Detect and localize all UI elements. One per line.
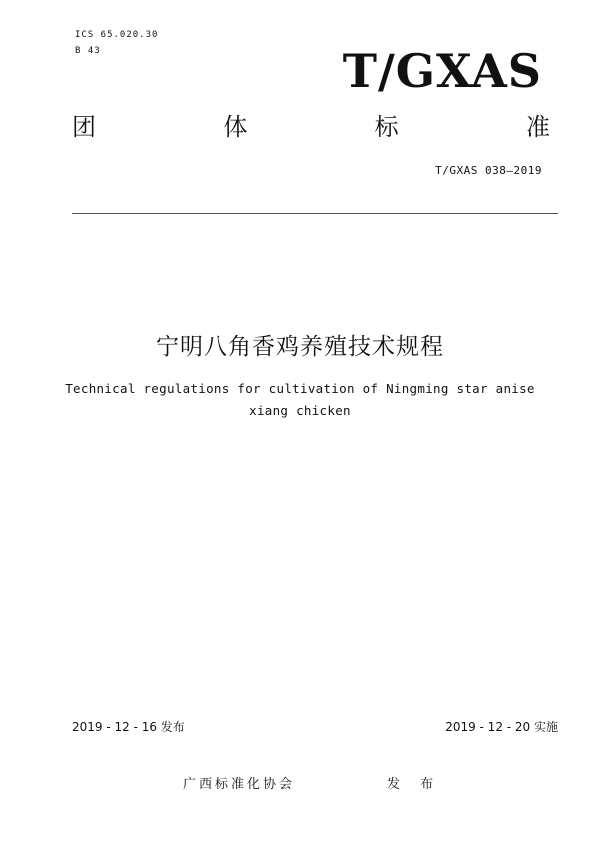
publish-label: 发 布	[387, 777, 442, 792]
standard-type-char: 体	[223, 113, 248, 141]
standard-type-char: 准	[525, 113, 550, 141]
publisher-name: 广西标准化协会	[183, 777, 296, 792]
standard-type-heading	[72, 115, 550, 139]
standard-logo: T/GXAS	[342, 44, 542, 98]
ics-code: ICS 65.020.30	[75, 30, 159, 40]
standard-type-char: 标	[374, 113, 399, 141]
standard-number: T/GXAS 038—2019	[435, 164, 542, 177]
document-title-chinese: 宁明八角香鸡养殖技术规程	[156, 334, 444, 360]
document-title-english: Technical regulations for cultivation of Ningming star anise xiang chicken	[65, 381, 535, 418]
standard-type-char: 团	[72, 113, 96, 141]
classification-code: B 43	[75, 46, 101, 56]
issue-date: 2019 - 12 - 16 发布	[72, 720, 185, 734]
header-divider	[72, 213, 558, 214]
implementation-date: 2019 - 12 - 20 实施	[445, 720, 558, 734]
